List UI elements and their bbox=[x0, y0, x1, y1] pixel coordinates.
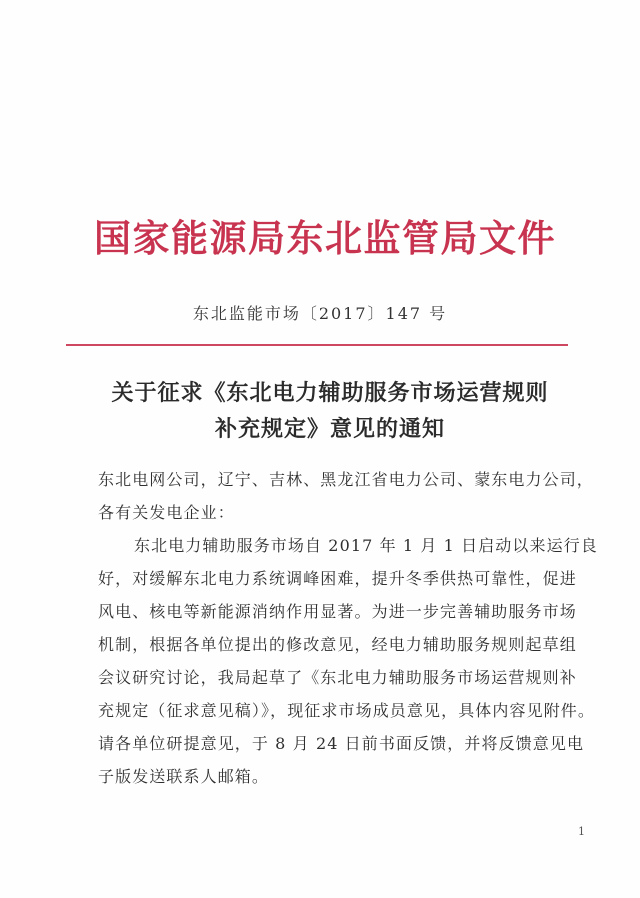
red-divider-line bbox=[66, 344, 568, 346]
notice-body bbox=[98, 463, 598, 793]
body-line: 子版发送联系人邮箱。 bbox=[98, 767, 270, 786]
body-line: 请各单位研提意见，于 8 月 24 日前书面反馈，并将反馈意见电 bbox=[98, 734, 585, 753]
subject-line: 关于征求《东北电力辅助服务市场运营规则 bbox=[111, 381, 549, 406]
page-number: 1 bbox=[578, 825, 585, 838]
document-number: 东北监能市场〔2017〕147 号 bbox=[192, 304, 448, 323]
body-line: 风电、核电等新能源消纳作用显著。为进一步完善辅助服务市场 bbox=[98, 602, 577, 621]
recipients-line: 东北电网公司，辽宁、吉林、黑龙江省电力公司、蒙东电力公司， bbox=[98, 470, 594, 489]
subject-line: 补充规定》意见的通知 bbox=[214, 417, 445, 442]
recipients-line: 各有关发电企业： bbox=[98, 503, 235, 522]
body-line: 东北电力辅助服务市场自 2017 年 1 月 1 日启动以来运行良 bbox=[134, 536, 598, 555]
body-line: 会议研究讨论，我局起草了《东北电力辅助服务市场运营规则补 bbox=[98, 668, 577, 687]
issuer-title: 国家能源局东北监管局文件 bbox=[94, 216, 556, 260]
body-line: 好，对缓解东北电力系统调峰困难，提升冬季供热可靠性，促进 bbox=[98, 569, 577, 588]
body-line: 机制，根据各单位提出的修改意见，经电力辅助服务规则起草组 bbox=[98, 635, 577, 654]
notice-subject bbox=[60, 376, 600, 448]
body-line: 充规定（征求意见稿）》，现征求市场成员意见，具体内容见附件。 bbox=[98, 701, 596, 720]
